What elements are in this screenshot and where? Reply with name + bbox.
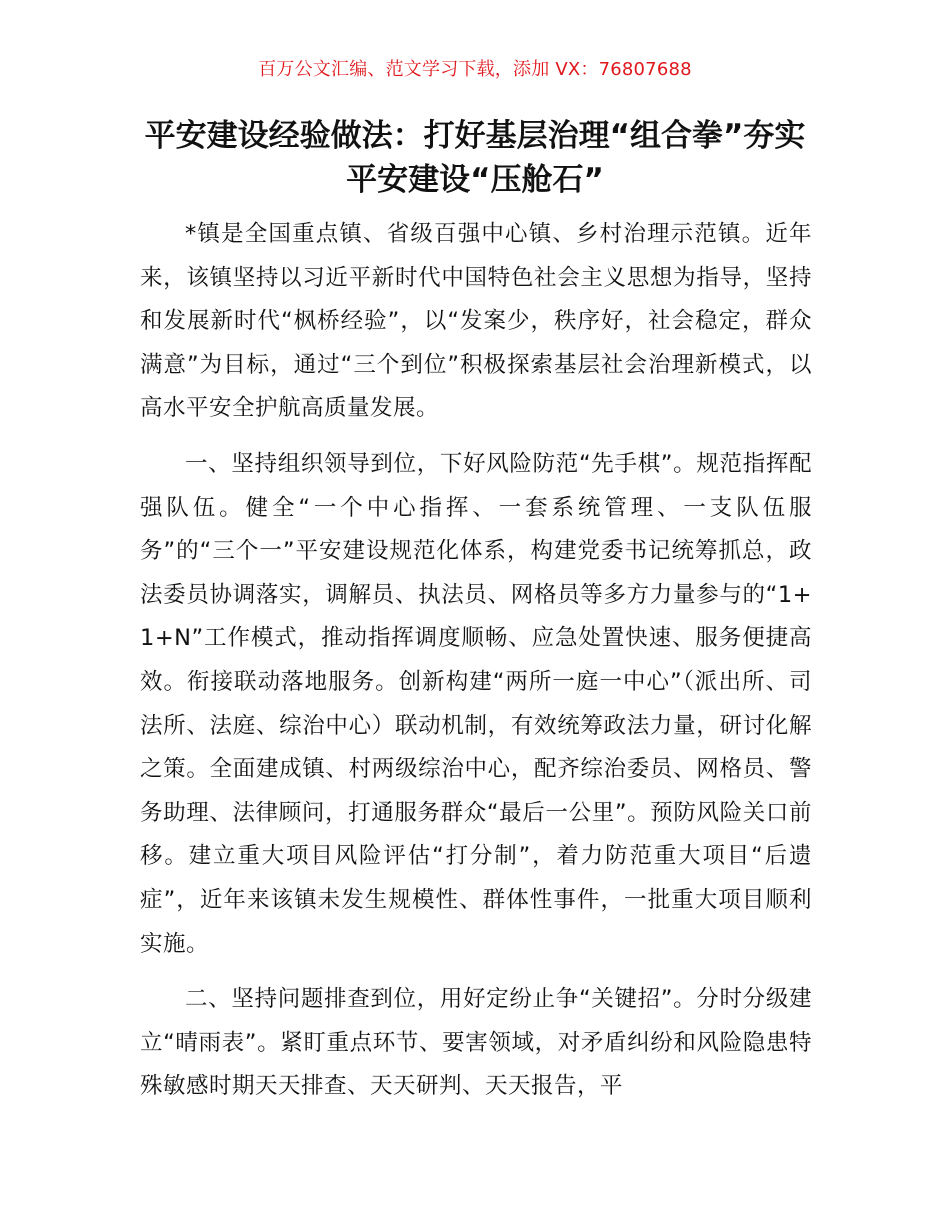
paragraph-section-one: 一、坚持组织领导到位，下好风险防范“先手棋”。规范指挥配强队伍。健全“一个中心指挥、一套系统管理、一支队伍服务”的“三个一”平安建设规范化体系，构建党委书记统筹抓总，政法委员协调落实，调解员、执法员、网格员等多方力量参与的“1+1+N”工作模式，推动指挥调度顺畅、应急处置快速、服务便捷高效。衔接联动落地服务。创新构建“两所一庭一中心”（派出所、司法所、法庭、综治中心）联动机制，有效统筹政法力量，研讨化解之策。全面建成镇、村两级综治中心，配齐综治委员、网格员、警务助理、法律顾问，打通服务群众“最后一公里”。预防风险关口前移。建立重大项目风险评估“打分制”，着力防范重大项目“后遗症”，近年来该镇未发生规模性、群体性事件，一批重大项目顺利实施。	[140, 450, 812, 957]
document-body	[140, 213, 812, 1121]
paragraph-intro: *镇是全国重点镇、省级百强中心镇、乡村治理示范镇。近年来，该镇坚持以习近平新时代中国特色社会主义思想为指导，坚持和发展新时代“枫桥经验”，以“发案少，秩序好，社会稳定，群众满意”为目标，通过“三个到位”积极探索基层社会治理新模式，以高水平安全护航高质量发展。	[140, 221, 812, 422]
document-title: 平安建设经验做法：打好基层治理“组合拳”夯实平安建设“压舱石”	[144, 118, 806, 198]
header-note: 百万公文汇编、范文学习下载，添加 VX：76807688	[258, 59, 692, 80]
paragraph-section-two: 二、坚持问题排查到位，用好定纷止争“关键招”。分时分级建立“晴雨表”。紧盯重点环节、要害领域，对矛盾纠纷和风险隐患特殊敏感时期天天排查、天天研判、天天报告，平	[140, 986, 812, 1100]
